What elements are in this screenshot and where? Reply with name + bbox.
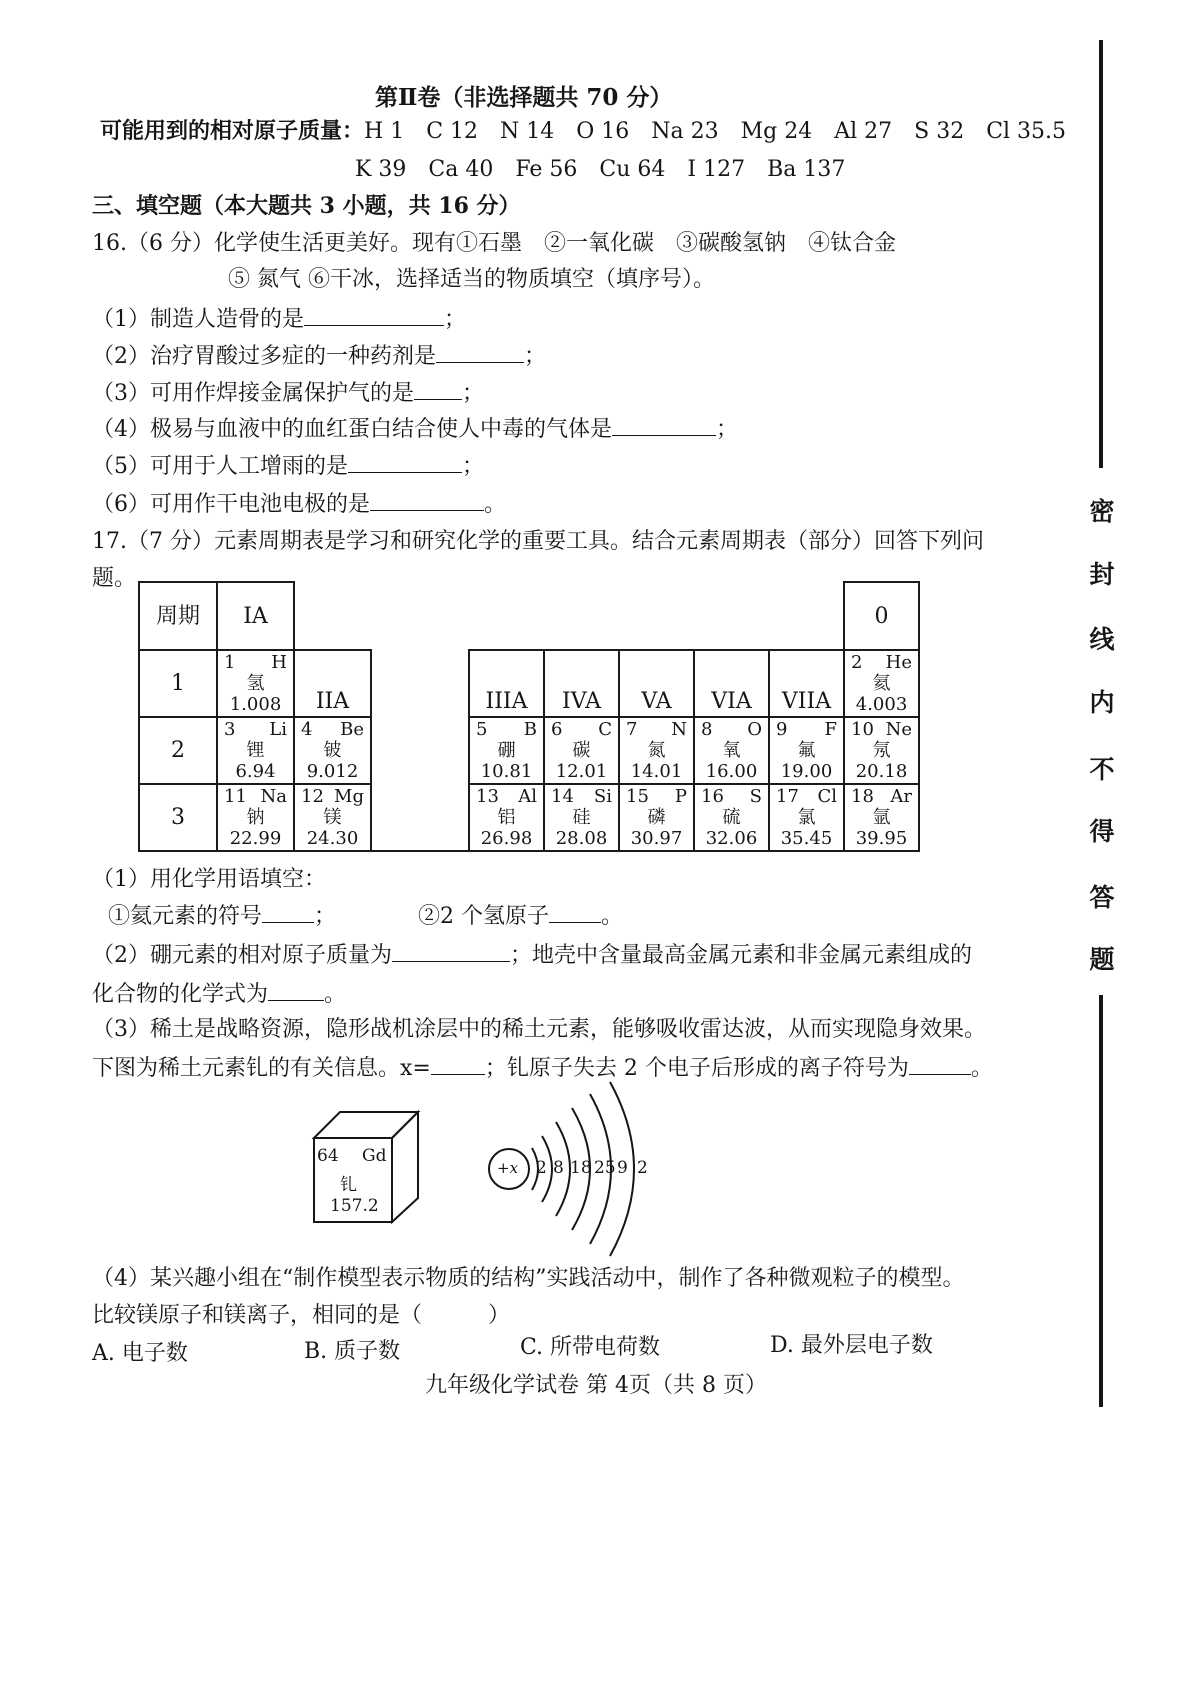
element-symbol: O	[747, 719, 762, 740]
q16-item-6-text: （6）可用作干电池电极的是	[92, 492, 370, 517]
element-cell-o	[694, 717, 769, 784]
atomic-mass: 19.00	[780, 761, 833, 782]
atomic-mass: 1.008	[229, 694, 282, 715]
element-name: 硅	[572, 807, 591, 828]
element-symbol: F	[824, 719, 837, 740]
atomic-number: 1	[224, 652, 236, 673]
atomic-mass: 20.18	[855, 761, 908, 782]
electron-shell: 2	[536, 1158, 547, 1178]
element-symbol: Al	[518, 786, 537, 807]
q16-item-1	[92, 305, 466, 334]
element-symbol: S	[749, 786, 762, 807]
atomic-number: 4	[301, 719, 313, 740]
q16-stem-line2: ⑤ 氮气 ⑥干冰，选择适当的物质填空（填序号）。	[228, 267, 715, 292]
element-symbol: Si	[593, 786, 612, 807]
option-a[interactable]: A. 电子数	[92, 1341, 188, 1366]
seal-line-top	[1099, 40, 1103, 468]
element-name: 碳	[572, 740, 591, 761]
element-name: 锂	[246, 740, 265, 761]
period-header: 周期	[139, 582, 217, 650]
element-name: 氢	[246, 673, 265, 694]
option-b[interactable]: B. 质子数	[304, 1339, 401, 1364]
atomic-number: 2	[851, 652, 863, 673]
seal-char: 线	[1089, 625, 1115, 654]
q16-item-2	[92, 342, 546, 371]
seal-char: 内	[1089, 688, 1115, 717]
seal-char: 得	[1089, 817, 1115, 846]
seal-char: 题	[1089, 945, 1115, 974]
element-name: 硼	[497, 740, 516, 761]
electron-shell: 8	[553, 1158, 564, 1178]
atomic-masses-values: H 1 C 12 N 14 O 16 Na 23 Mg 24 Al 27 S 32 Cl 35.5	[364, 119, 1067, 144]
answer-blank[interactable]	[370, 490, 484, 511]
q17-sub1-a-end: ；	[314, 904, 337, 929]
atomic-number: 16	[701, 786, 724, 807]
q17-sub1-title: （1）用化学用语填空：	[92, 867, 326, 892]
element-symbol: C	[598, 719, 612, 740]
element-name: 钠	[246, 807, 265, 828]
q16-item-6-end: 。	[484, 492, 507, 517]
atomic-masses-line1	[100, 117, 1066, 146]
answer-blank[interactable]	[392, 941, 510, 962]
q17-stem-line2: 题。	[92, 566, 137, 591]
q17-sub3-line2-text: 下图为稀土元素钆的有关信息。x=	[92, 1056, 431, 1081]
element-symbol: Li	[269, 719, 287, 740]
q17-sub1-b-text: ②2 个氢原子	[418, 904, 549, 929]
answer-blank[interactable]	[414, 379, 462, 400]
gd-symbol: Gd	[362, 1146, 387, 1166]
option-d[interactable]: D. 最外层电子数	[770, 1333, 933, 1358]
atomic-mass: 26.98	[480, 828, 533, 849]
element-name: 硫	[722, 807, 741, 828]
gd-name: 钆	[340, 1175, 357, 1195]
element-cell-h	[217, 650, 294, 717]
element-cell-he	[844, 650, 919, 717]
option-c[interactable]: C. 所带电荷数	[520, 1335, 661, 1360]
answer-blank[interactable]	[268, 980, 324, 1001]
q17-sub1-b-end: 。	[601, 904, 624, 929]
element-cell-mg	[294, 784, 371, 851]
answer-blank[interactable]	[909, 1054, 971, 1075]
group-iiia-header: IIIA	[469, 650, 544, 717]
seal-line-bottom	[1099, 995, 1103, 1407]
q17-sub3-line1: （3）稀土是战略资源，隐形战机涂层中的稀土元素，能够吸收雷达波，从而实现隐身效果。	[92, 1017, 987, 1042]
answer-blank[interactable]	[549, 902, 601, 923]
electron-shell: 2	[637, 1158, 648, 1178]
element-symbol: H	[271, 652, 287, 673]
q17-sub1-b	[418, 902, 623, 931]
atomic-number: 14	[551, 786, 574, 807]
group-iia-header: IIA	[294, 650, 371, 717]
nucleus-charge: +x	[497, 1159, 519, 1177]
electron-shell: 9	[617, 1158, 628, 1178]
seal-char: 密	[1089, 497, 1115, 526]
q17-sub3-line2-end: 。	[970, 1056, 993, 1081]
atomic-masses-line2: K 39 Ca 40 Fe 56 Cu 64 I 127 Ba 137	[355, 157, 846, 182]
q16-item-5	[92, 452, 484, 481]
element-symbol: Be	[340, 719, 364, 740]
atomic-number: 13	[476, 786, 499, 807]
period-label: 2	[139, 717, 217, 784]
atomic-number: 6	[551, 719, 563, 740]
q17-sub1-a	[108, 902, 336, 931]
q16-item-5-end: ；	[462, 454, 485, 479]
element-cell-b	[469, 717, 544, 784]
element-cell-li	[217, 717, 294, 784]
q16-item-4-text: （4）极易与血液中的血红蛋白结合使人中毒的气体是	[92, 417, 612, 442]
electron-shell: 25	[594, 1158, 616, 1178]
gd-atomic-number: 64	[317, 1146, 339, 1166]
periodic-table	[138, 581, 920, 852]
atomic-mass: 35.45	[780, 828, 833, 849]
element-name: 氮	[647, 740, 666, 761]
q17-sub4-line1: （4）某兴趣小组在“制作模型表示物质的结构”实践活动中，制作了各种微观粒子的模型。	[92, 1266, 965, 1291]
q17-sub2-line1	[92, 941, 972, 970]
atomic-number: 18	[851, 786, 874, 807]
period-label: 1	[139, 650, 217, 717]
group-va-header: VA	[619, 650, 694, 717]
electron-shell: 18	[570, 1158, 592, 1178]
element-symbol: Ne	[885, 719, 912, 740]
element-name: 氦	[872, 673, 891, 694]
atomic-number: 17	[776, 786, 799, 807]
group-ia-header: IA	[217, 582, 294, 650]
element-name: 磷	[647, 807, 666, 828]
atomic-mass: 16.00	[705, 761, 758, 782]
element-name: 氟	[797, 740, 816, 761]
q16-stem-line1: 16.（6 分）化学使生活更美好。现有①石墨 ②一氧化碳 ③碳酸氢钠 ④钛合金	[92, 231, 896, 256]
element-symbol: Cl	[817, 786, 837, 807]
q17-sub3-line2-mid: ；钆原子失去 2 个电子后形成的离子符号为	[484, 1056, 909, 1081]
answer-blank[interactable]	[431, 1054, 485, 1075]
answer-blank[interactable]	[348, 452, 462, 473]
element-cell-be	[294, 717, 371, 784]
element-name: 氧	[722, 740, 741, 761]
answer-blank[interactable]	[612, 415, 716, 436]
element-symbol: Ar	[890, 786, 912, 807]
q17-sub4-line2: 比较镁原子和镁离子，相同的是（ ）	[92, 1303, 511, 1328]
group-viia-header: VIIA	[769, 650, 844, 717]
group-iva-header: IVA	[544, 650, 619, 717]
q16-item-4	[92, 415, 738, 444]
element-symbol: Na	[260, 786, 287, 807]
atomic-mass: 30.97	[630, 828, 683, 849]
atomic-mass: 12.01	[555, 761, 608, 782]
q17-stem-line1: 17.（7 分）元素周期表是学习和研究化学的重要工具。结合元素周期表（部分）回答下列问	[92, 529, 984, 554]
section3-title: 三、填空题（本大题共 3 小题，共 16 分）	[92, 193, 521, 219]
page-footer: 九年级化学试卷 第 4页（共 8 页）	[425, 1373, 767, 1398]
answer-blank[interactable]	[304, 305, 444, 326]
element-name: 氖	[872, 740, 891, 761]
atomic-mass: 9.012	[306, 761, 359, 782]
q16-item-3-text: （3）可用作焊接金属保护气的是	[92, 381, 414, 406]
element-cell-f	[769, 717, 844, 784]
element-cell-p	[619, 784, 694, 851]
element-cell-si	[544, 784, 619, 851]
atomic-number: 8	[701, 719, 713, 740]
gd-mass: 157.2	[330, 1196, 379, 1216]
element-cell-al	[469, 784, 544, 851]
seal-char: 答	[1089, 883, 1115, 912]
answer-blank[interactable]	[262, 902, 314, 923]
element-cell-ar	[844, 784, 919, 851]
seal-char: 封	[1089, 560, 1115, 589]
q17-sub2-line2-end: 。	[324, 982, 347, 1007]
atomic-mass: 10.81	[480, 761, 533, 782]
atomic-mass: 6.94	[235, 761, 276, 782]
element-name: 铍	[323, 740, 342, 761]
element-name: 氩	[872, 807, 891, 828]
q17-sub2-line2-text: 化合物的化学式为	[92, 982, 269, 1007]
q17-sub2-text: （2）硼元素的相对原子质量为	[92, 943, 392, 968]
q17-sub2-line2	[92, 980, 346, 1009]
atomic-number: 12	[301, 786, 324, 807]
atomic-mass: 14.01	[630, 761, 683, 782]
atomic-number: 5	[476, 719, 488, 740]
q16-item-1-end: ；	[444, 307, 467, 332]
atomic-number: 3	[224, 719, 236, 740]
atomic-mass: 24.30	[306, 828, 359, 849]
seal-char: 不	[1089, 755, 1115, 784]
q16-item-3-end: ；	[462, 381, 485, 406]
atomic-mass: 39.95	[855, 828, 908, 849]
element-cell-cl	[769, 784, 844, 851]
element-name: 氯	[797, 807, 816, 828]
atomic-masses-label: 可能用到的相对原子质量：	[100, 118, 365, 144]
element-cell-na	[217, 784, 294, 851]
element-cell-c	[544, 717, 619, 784]
q16-item-2-text: （2）治疗胃酸过多症的一种药剂是	[92, 344, 436, 369]
atomic-mass: 22.99	[229, 828, 282, 849]
element-cell-ne	[844, 717, 919, 784]
atomic-mass: 32.06	[705, 828, 758, 849]
atomic-number: 10	[851, 719, 874, 740]
q16-item-6	[92, 490, 506, 519]
element-symbol: He	[885, 652, 912, 673]
group-0-header: 0	[844, 582, 919, 650]
q16-item-4-end: ；	[716, 417, 739, 442]
period-label: 3	[139, 784, 217, 851]
q16-item-5-text: （5）可用于人工增雨的是	[92, 454, 348, 479]
q16-item-3	[92, 379, 484, 408]
atomic-number: 11	[224, 786, 247, 807]
q16-item-2-end: ；	[524, 344, 547, 369]
atomic-number: 9	[776, 719, 788, 740]
q17-sub2-mid: ；地壳中含量最高金属元素和非金属元素组成的	[510, 943, 973, 968]
group-via-header: VIA	[694, 650, 769, 717]
atomic-mass: 28.08	[555, 828, 608, 849]
element-name: 铝	[497, 807, 516, 828]
answer-blank[interactable]	[436, 342, 524, 363]
q16-item-1-text: （1）制造人造骨的是	[92, 307, 304, 332]
element-symbol: N	[671, 719, 687, 740]
atomic-mass: 4.003	[855, 694, 908, 715]
element-symbol: P	[674, 786, 687, 807]
element-symbol: B	[523, 719, 537, 740]
atomic-number: 15	[626, 786, 649, 807]
part-title: 第Ⅱ卷（非选择题共 70 分）	[375, 84, 673, 111]
element-symbol: Mg	[334, 786, 364, 807]
element-cell-s	[694, 784, 769, 851]
element-name: 镁	[323, 807, 342, 828]
element-cell-n	[619, 717, 694, 784]
atomic-number: 7	[626, 719, 638, 740]
q17-sub1-a-text: ①氦元素的符号	[108, 904, 263, 929]
